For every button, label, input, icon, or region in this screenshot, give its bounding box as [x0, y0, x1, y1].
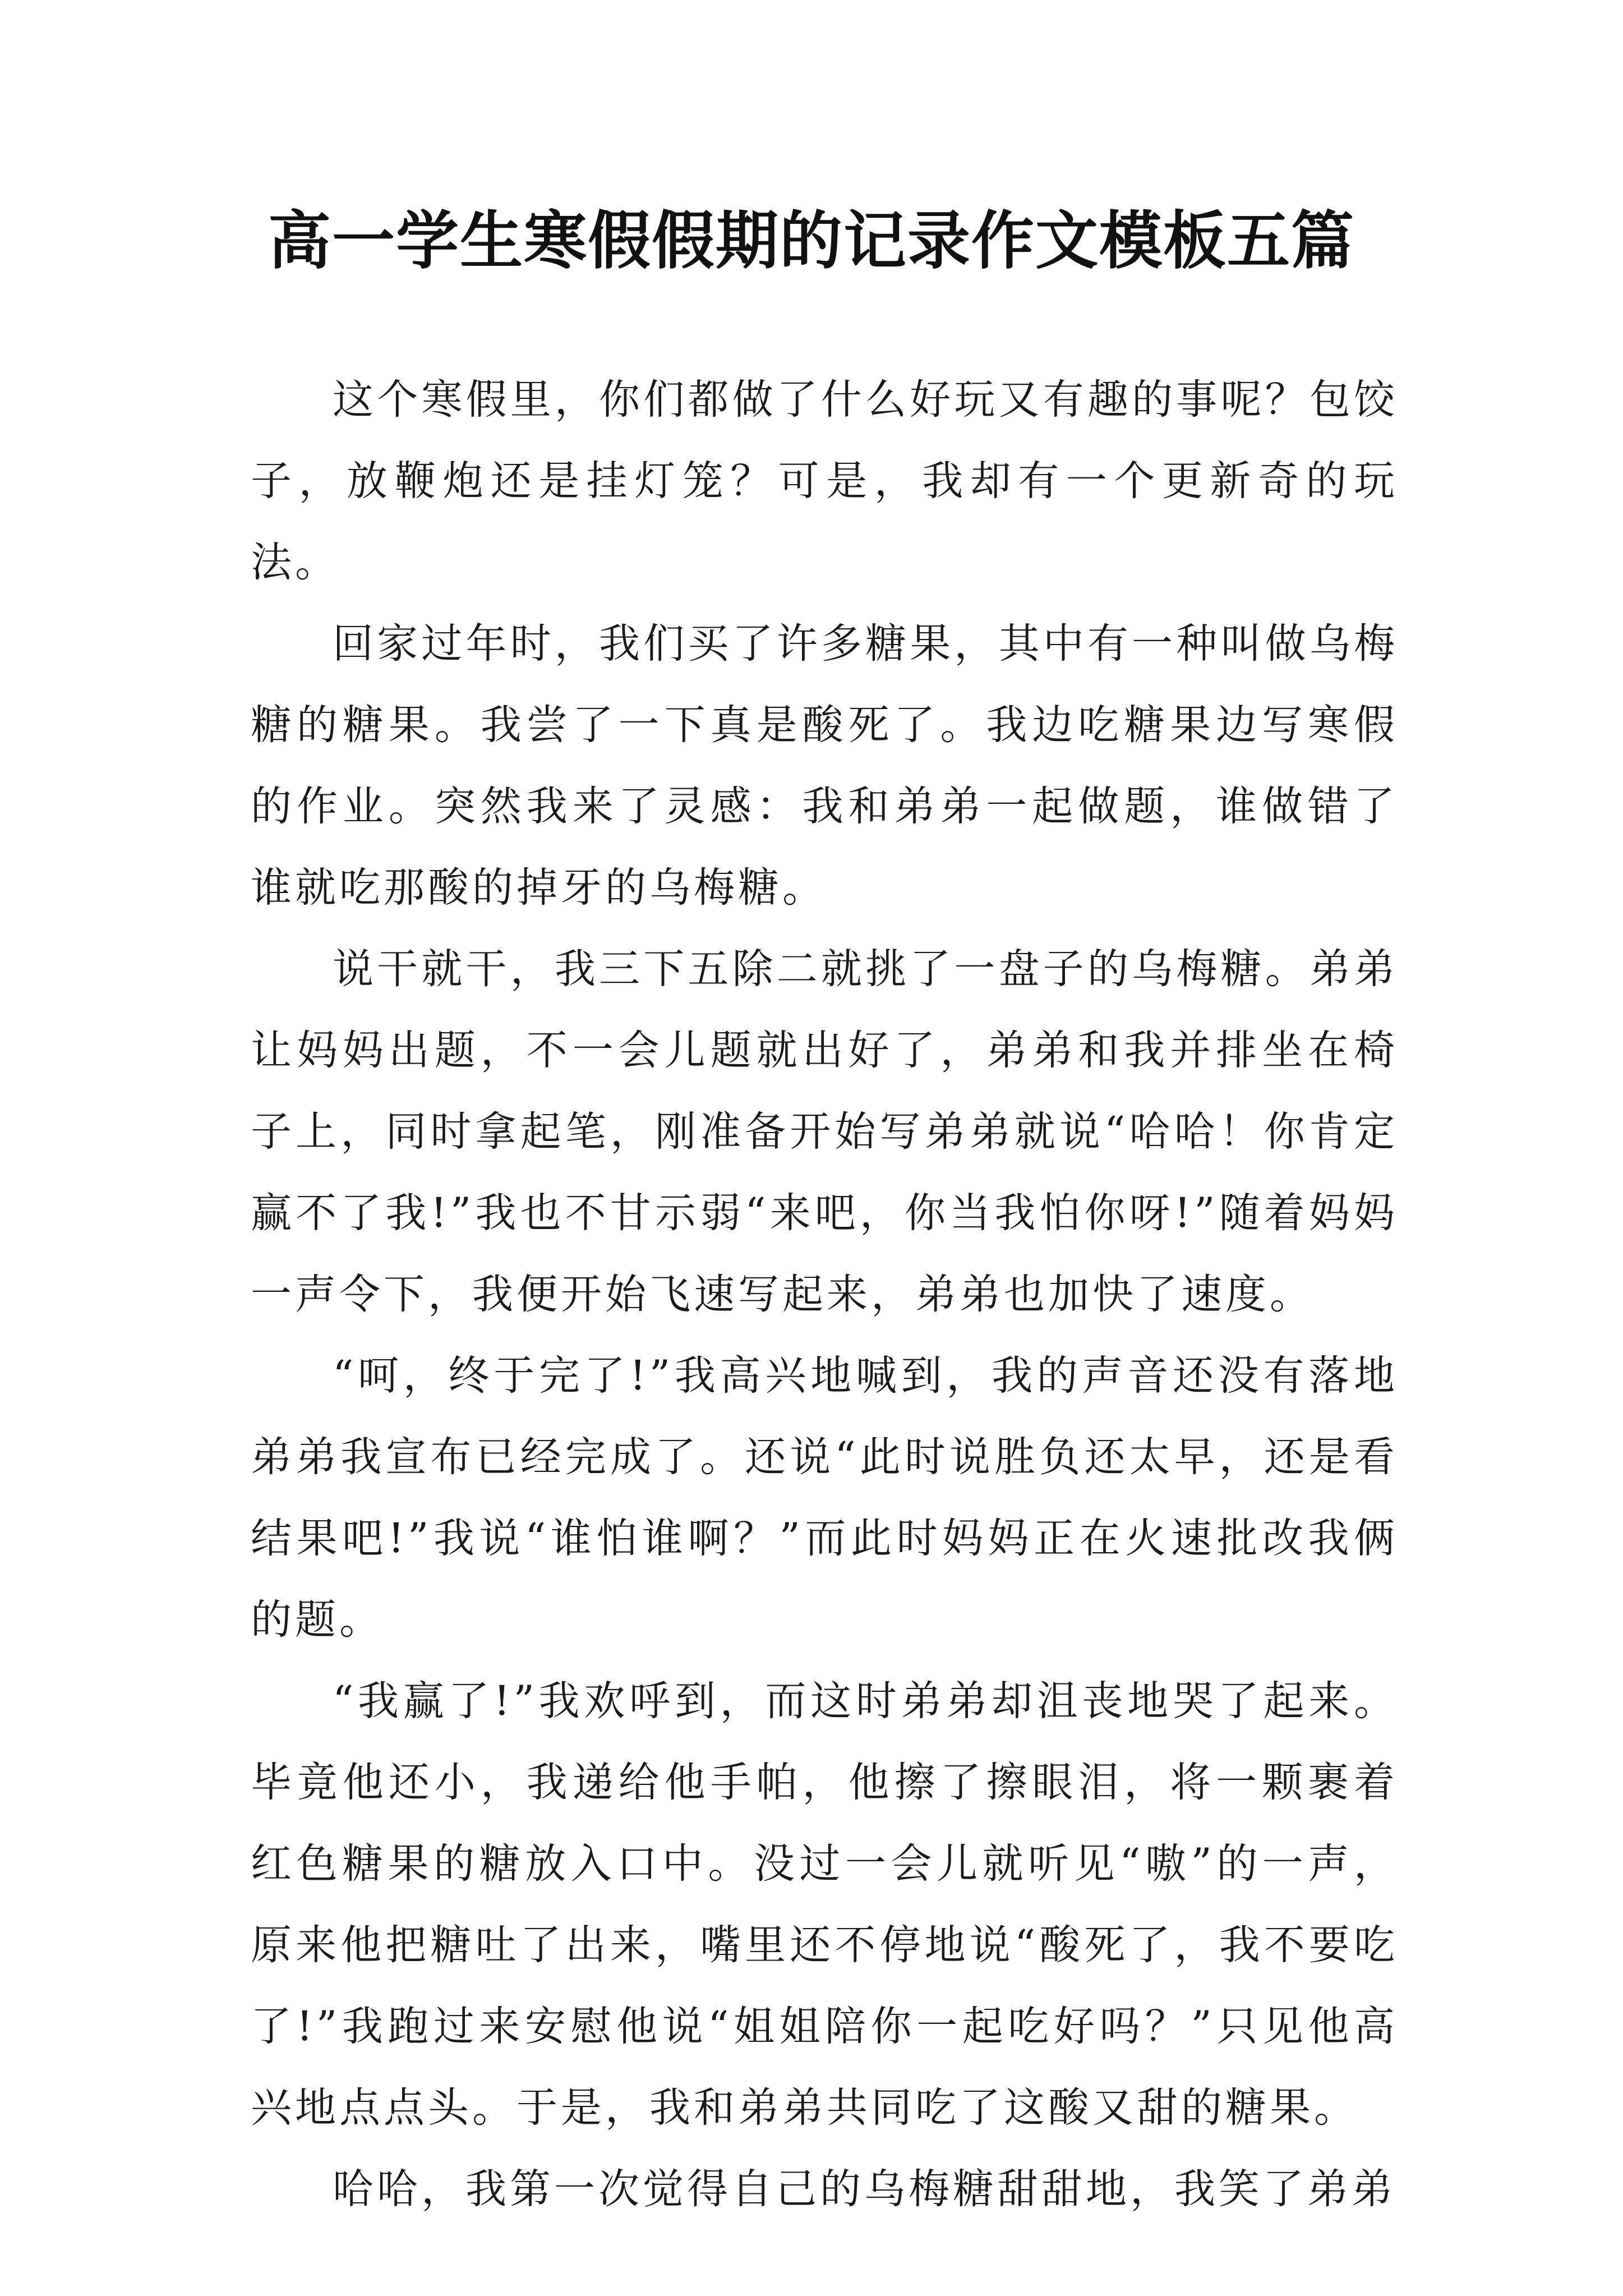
- paragraph-3: 说干就干，我三下五除二就挑了一盘子的乌梅糖。弟弟让妈妈出题，不一会儿题就出好了，弟弟和我并排坐在椅子上，同时拿起笔，刚准备开始写弟弟就说“哈哈！你肯定赢不了我!”我也不甘示弱“来吧，你当我怕你呀!”随着妈妈一声令下，我便开始飞速写起来，弟弟也加快了速度。: [251, 945, 1398, 1318]
- document-body: [251, 359, 1398, 2230]
- document-title: 高一学生寒假假期的记录作文模板五篇: [268, 204, 1355, 278]
- paragraph-5: “我赢了!”我欢呼到，而这时弟弟却沮丧地哭了起来。毕竟他还小，我递给他手帕，他擦了擦眼泪，将一颗裹着红色糖果的糖放入口中。没过一会儿就听见“嗷”的一声，原来他把糖吐了出来，嘴里还不停地说“酸死了，我不要吃了!”我跑过来安慰他说“姐姐陪你一起吃好吗？”只见他高兴地点点头。于是，我和弟弟共同吃了这酸又甜的糖果。: [251, 1677, 1398, 2132]
- paragraph-4: “呵，终于完了!”我高兴地喊到，我的声音还没有落地弟弟我宣布已经完成了。还说“此时说胜负还太早，还是看结果吧!”我说“谁怕谁啊？”而此时妈妈正在火速批改我俩的题。: [251, 1352, 1398, 1644]
- paragraph-2: 回家过年时，我们买了许多糖果，其中有一种叫做乌梅糖的糖果。我尝了一下真是酸死了。我边吃糖果边写寒假的作业。突然我来了灵感：我和弟弟一起做题，谁做错了谁就吃那酸的掉牙的乌梅糖。: [251, 620, 1398, 912]
- paragraph-1: 这个寒假里，你们都做了什么好玩又有趣的事呢？包饺子，放鞭炮还是挂灯笼？可是，我却有一个更新奇的玩法。: [251, 376, 1398, 586]
- paragraph-6: 哈哈，我第一次觉得自己的乌梅糖甜甜地，我笑了弟弟: [333, 2165, 1396, 2213]
